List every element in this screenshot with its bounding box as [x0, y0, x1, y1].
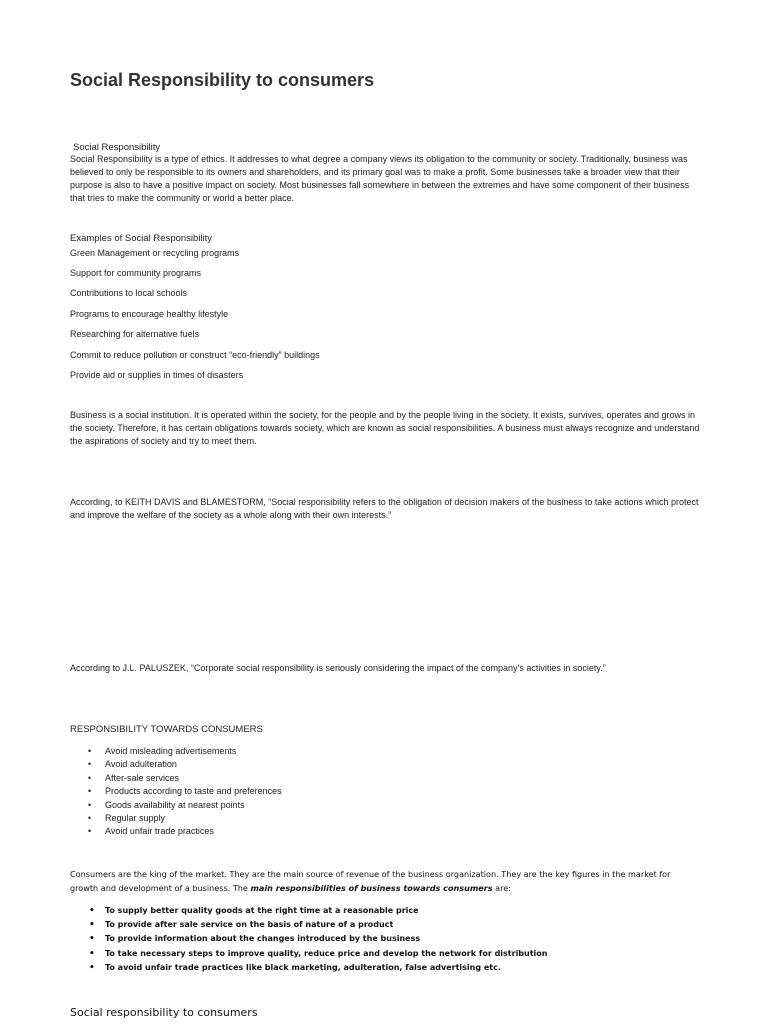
- list-item: • Avoid adulteration: [70, 758, 700, 771]
- king-text: Consumers are the king of the market. They are the main source of revenue of the business organization. They are the key figures in the market for growth and development of a business. The: [70, 869, 671, 893]
- list-item: • To supply better quality goods at the right time at a reasonable price: [70, 904, 700, 918]
- example-item: Provide aid or supplies in times of disasters: [70, 370, 244, 380]
- list-item: • After-sale services: [70, 772, 700, 785]
- list-item: • Goods availability at nearest points: [70, 799, 700, 812]
- example-item: Programs to encourage healthy lifestyle: [70, 309, 229, 319]
- examples-heading: Examples of Social Responsibility: [70, 233, 213, 244]
- business-paragraph: Business is a social institution. It is operated within the society, for the people and by the people living in the society. It exists, survives, operates and grows in the society. Therefore, it has certain obligations towards society, which are known as social responsibilities. A business must always recognize and understand the aspirations of society and try to meet them.: [70, 410, 700, 446]
- example-item: Support for community programs: [70, 268, 202, 278]
- list-item: • Avoid unfair trade practices: [70, 825, 700, 838]
- consumer-responsibility-list: [70, 745, 700, 839]
- list-item: • Regular supply: [70, 812, 700, 825]
- king-text-end: are:: [492, 883, 511, 893]
- section-heading: Social Responsibility: [73, 142, 161, 153]
- list-item: • Products according to taste and preferences: [70, 785, 700, 798]
- example-item: Commit to reduce pollution or construct “eco-friendly” buildings: [70, 350, 320, 360]
- footer-title: Social responsibility to consumers: [70, 1006, 258, 1019]
- quote-davis: According, to KEITH DAVIS and BLAMESTORM, “Social responsibility refers to the obligation of decision makers of the business to take actions which protect and improve the welfare of the society as a whole along with their own interests.”: [70, 497, 699, 520]
- list-item: • To provide after sale service on the basis of nature of a product: [70, 918, 700, 932]
- quote-paluszek: According to J.L. PALUSZEK, “Corporate social responsibility is seriously considering the impact of the company’s activities in society.”: [70, 663, 606, 673]
- consumers-heading: RESPONSIBILITY TOWARDS CONSUMERS: [70, 724, 263, 735]
- example-item: Green Management or recycling programs: [70, 248, 240, 258]
- example-item: Contributions to local schools: [70, 288, 188, 298]
- main-responsibilities-list: [70, 904, 700, 975]
- consumers-king-paragraph: [70, 867, 700, 895]
- section-body: Social Responsibility is a type of ethics. It addresses to what degree a company views its obligation to the community or society. Traditionally, business was believed to only be responsible to its owners and shareholders, and its primary goal was to make a profit. Some businesses take a broader view that their purpose is also to have a positive impact on society. Most businesses fall somewhere in between the extremes and have some component of their business that tries to make the community or world a better place.: [70, 154, 690, 203]
- page-title: Social Responsibility to consumers: [70, 70, 375, 90]
- list-item: • To provide information about the changes introduced by the business: [70, 932, 700, 946]
- king-emphasis: main responsibilities of business towards consumers: [250, 883, 493, 893]
- section-social-responsibility: [70, 142, 700, 205]
- list-item: • To take necessary steps to improve quality, reduce price and develop the network for distribution: [70, 947, 700, 961]
- list-item: • Avoid misleading advertisements: [70, 745, 700, 758]
- example-item: Researching for alternative fuels: [70, 329, 200, 339]
- list-item: • To avoid unfair trade practices like black marketing, adulteration, false advertising etc.: [70, 961, 700, 975]
